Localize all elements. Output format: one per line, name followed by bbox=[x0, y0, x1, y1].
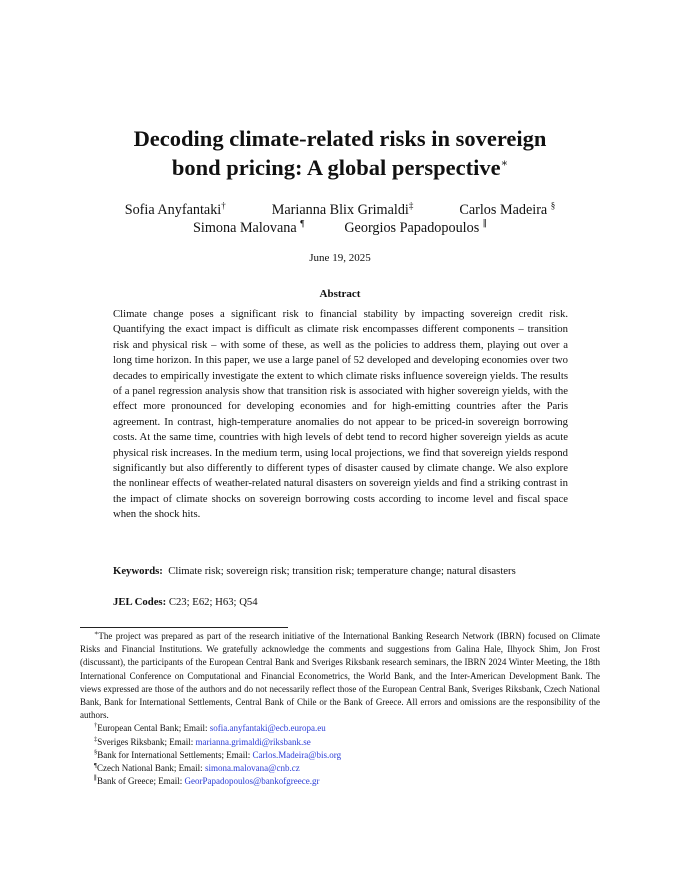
footnote-affiliation-1: †European Cental Bank; Email: sofia.anyfantaki@ecb.europa.eu bbox=[94, 722, 326, 734]
footnote-affiliation-4: ¶Czech National Bank; Email: simona.malovana@cnb.cz bbox=[94, 762, 300, 774]
email-link-1[interactable]: sofia.anyfantaki@ecb.europa.eu bbox=[209, 723, 326, 734]
author-5: Georgios Papadopoulos ∥ bbox=[344, 218, 487, 236]
email-link-2[interactable]: marianna.grimaldi@riksbank.se bbox=[195, 736, 311, 747]
author-2: Marianna Blix Grimaldi‡ bbox=[271, 200, 414, 218]
keywords bbox=[113, 564, 568, 579]
email-link-3[interactable]: Carlos.Madeira@bis.org bbox=[252, 749, 342, 760]
author-4: Simona Malovana ¶ bbox=[193, 218, 305, 236]
title-line-2: bond pricing: A global perspective bbox=[171, 155, 501, 180]
keywords-label: Keywords: bbox=[113, 565, 163, 577]
email-link-4[interactable]: simona.malovana@cnb.cz bbox=[204, 763, 300, 774]
publication-date: June 19, 2025 bbox=[309, 252, 371, 264]
footnote-affiliation-5: ∥Bank of Greece; Email: GeorPapadopoulos@bankofgreece.gr bbox=[94, 775, 320, 787]
jel-codes bbox=[113, 595, 568, 610]
abstract-heading: Abstract bbox=[319, 288, 361, 300]
footnote-affiliation-3: §Bank for International Settlements; Email: Carlos.Madeira@bis.org bbox=[94, 748, 342, 760]
title-footnote-mark: ∗ bbox=[500, 157, 509, 170]
email-link-5[interactable]: GeorPapadopoulos@bankofgreece.gr bbox=[184, 776, 320, 787]
title-line-1: Decoding climate-related risks in sovereign bbox=[133, 126, 547, 151]
footnote-affiliation-2: ‡Sveriges Riksbank; Email: marianna.grimaldi@riksbank.se bbox=[94, 735, 311, 747]
jel-label: JEL Codes: bbox=[113, 596, 167, 608]
abstract-text: Climate change poses a significant risk to financial stability by impacting sovereign credit risk. Quantifying the exact impact is difficult as climate risk encompasses different components – transition risk and physical risk – with some of these, as well as the policies to address them, playing out over a long time horizon. In this paper, we use a large panel of 52 developed and developing economies over two decades to empirically investigate the extent to which climate risks influence sovereign yields. The results of a panel regression analysis show that transition risk is associated with higher sovereign yields, with the effect more pronounced for developing economies and for high-emitting countries after the Paris agreement. In contrast, high-temperature anomalies do not appear to be priced-in sovereign borrowing costs. At the same time, countries with high levels of debt tend to record higher sovereign yields as acute physical risk increases. In the medium term, using local projections, we find that sovereign yields respond significantly but also differently to different types of disaster caused by climate change. We also explore the nonlinear effects of weather-related natural disasters on sovereign yields and find a striking contrast in the impact of climate shocks on sovereign borrowing costs according to income level and fiscal space when the shock hits. bbox=[113, 308, 568, 521]
author-row-1 bbox=[0, 201, 680, 219]
footnote-divider bbox=[80, 627, 288, 628]
footnotes bbox=[80, 630, 600, 788]
author-1: Sofia Anyfantaki† bbox=[124, 200, 226, 218]
footnote-acknowledgements: ∗The project was prepared as part of the research initiative of the International Banking Research Network (IBRN) focused on Climate Risks and Financial Institutions. We gratefully acknowledge the comments and suggestions from Galina Hale, Ilhyock Shim, Jon Frost (discussant), the participants of the European Central Bank and Sveriges Riksbank research seminars, the IBRN 2024 Winter Meeting, the 18th International Conference on Computational and Financial Econometrics, the World Bank, and the Inter-American Development Bank. The views expressed are those of the authors and do not necessarily reflect those of the European Central Bank, Sveriges Riksbank, Czech National Bank, Bank for International Settlements, Central Bank of Chile or the Bank of Greece. All errors and omissions are the responsibility of the authors. bbox=[80, 630, 600, 721]
keywords-text: Climate risk; sovereign risk; transition risk; temperature change; natural disasters bbox=[168, 565, 516, 577]
author-3: Carlos Madeira § bbox=[459, 200, 556, 218]
author-row-2 bbox=[0, 219, 680, 237]
paper-title bbox=[60, 124, 620, 182]
jel-text: C23; E62; H63; Q54 bbox=[168, 596, 258, 608]
